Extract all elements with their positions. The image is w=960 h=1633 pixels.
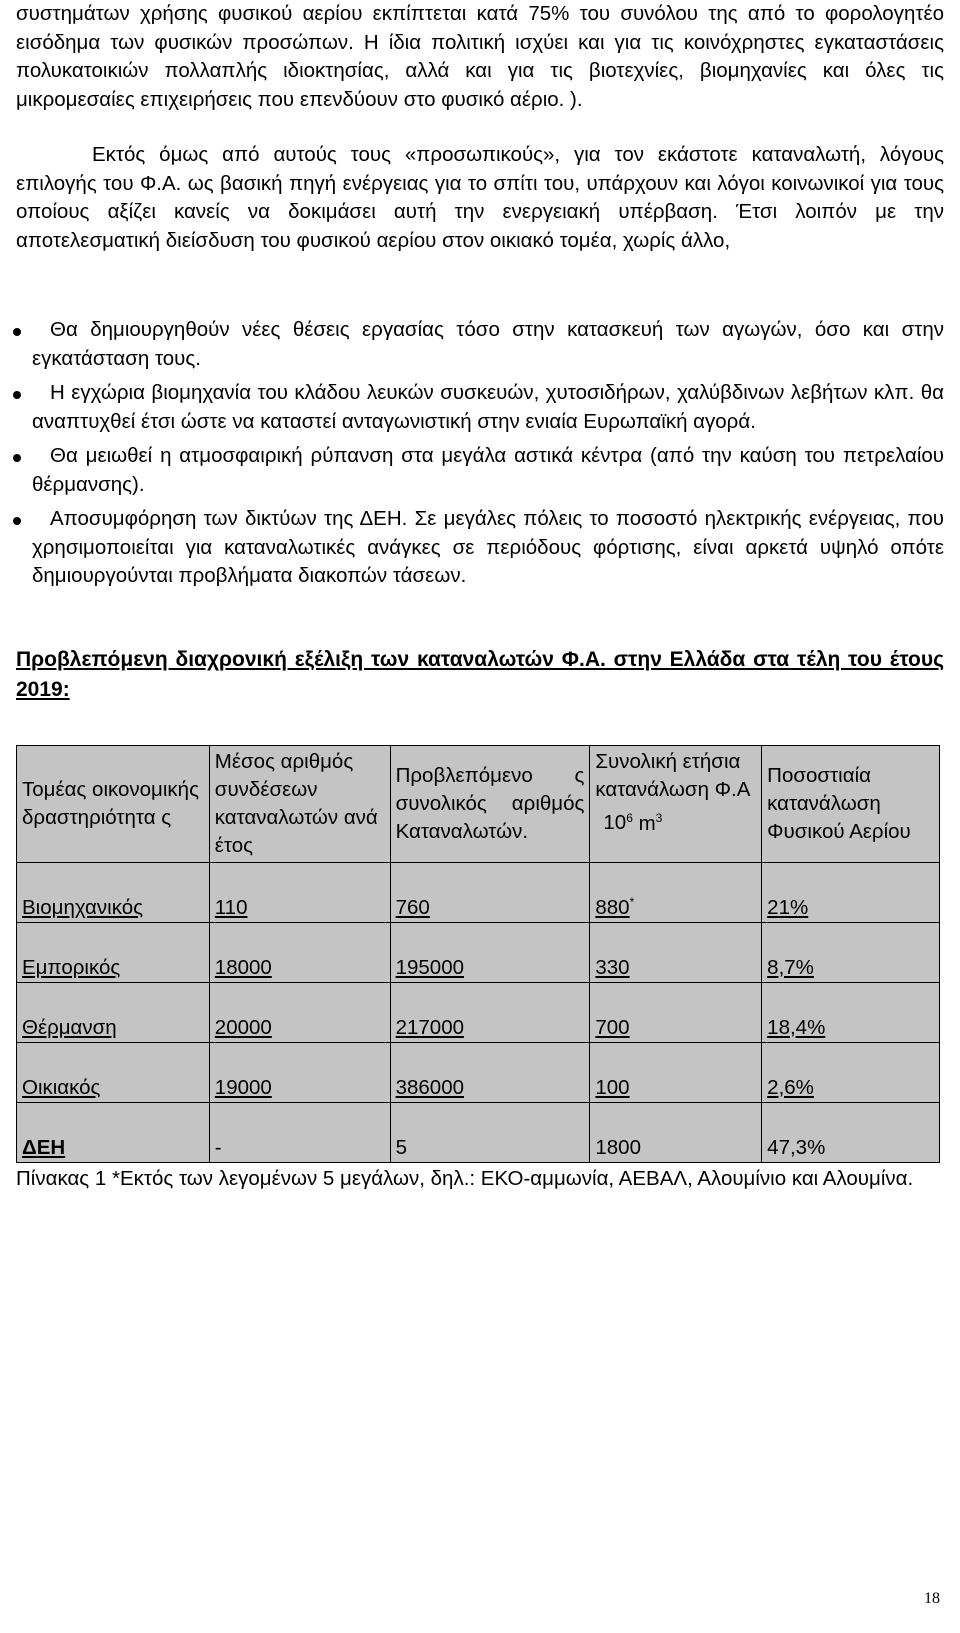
cell-sector: Οικιακός (17, 1042, 210, 1102)
table-row (17, 1102, 940, 1162)
consumers-table (16, 745, 940, 1163)
header-percent: Ποσοστιαία κατανάλωση Φυσικού Αερίου (762, 745, 940, 862)
list-item (16, 379, 944, 436)
cell-sector: Βιομηχανικός (17, 862, 210, 922)
cell-connections: - (209, 1102, 390, 1162)
cell-connections: 110 (209, 862, 390, 922)
cell-total: 5 (390, 1102, 590, 1162)
list-item-text: Η εγχώρια βιομηχανία του κλάδου λευκών συσκευών, χυτοσιδήρων, χαλύβδινων λεβήτων κλπ. θα αναπτυχθεί έτσι ώστε να καταστεί ανταγωνιστική στην ενιαία Ευρωπαϊκή αγορά. (32, 381, 944, 433)
cell-consumption: 1800 (590, 1102, 762, 1162)
header-sector: Τομέας οικονομικής δραστηριότητα ς (17, 745, 210, 862)
table-row (17, 922, 940, 982)
cell-percent: 8,7% (762, 922, 940, 982)
cell-consumption: 700 (590, 982, 762, 1042)
table-row (17, 982, 940, 1042)
list-item-text: Θα δημιουργηθούν νέες θέσεις εργασίας τόσο στην κατασκευή των αγωγών, όσο και στην εγκατάσταση τους. (32, 318, 944, 370)
cell-total: 760 (390, 862, 590, 922)
list-item-text: Αποσυμφόρηση των δικτύων της ΔΕΗ. Σε μεγάλες πόλεις το ποσοστό ηλεκτρικής ενέργειας, που χρησιμοποιείται για καταναλωτικές ανάγκες σε περιόδους φόρτισης, είναι αρκετά υψηλό οπότε δημιουργούνται προβλήματα διακοπών τάσεων. (32, 507, 944, 587)
table-row (17, 862, 940, 922)
table-row (17, 1042, 940, 1102)
cell-total: 217000 (390, 982, 590, 1042)
cell-percent: 47,3% (762, 1102, 940, 1162)
cell-connections: 19000 (209, 1042, 390, 1102)
header-annual-consumption: Συνολική ετήσια κατανάλωση Φ.Α $10^6$ $m^3$ (590, 745, 762, 862)
header-connections: Μέσος αριθμός συνδέσεων καταναλωτών ανά έτος (209, 745, 390, 862)
list-item-text: Θα μειωθεί η ατμοσφαιρική ρύπανση στα μεγάλα αστικά κέντρα (από την καύση του πετρελαίου θέρμανσης). (32, 444, 944, 496)
section-heading: Προβλεπόμενη διαχρονική εξέλιξη των καταναλωτών Φ.Α. στην Ελλάδα στα τέλη του έτους 2019: (16, 647, 944, 701)
cell-connections: 20000 (209, 982, 390, 1042)
header-total-consumers: Προβλεπόμενο ς συνολικός αριθμός Καταναλωτών. (390, 745, 590, 862)
bullet-icon (13, 328, 21, 336)
cell-consumption: 100 (590, 1042, 762, 1102)
cell-connections: 18000 (209, 922, 390, 982)
page-number: 18 (924, 1590, 940, 1607)
bullet-icon (13, 391, 21, 399)
list-item (16, 505, 944, 591)
paragraph-tax-deduction: συστημάτων χρήσης φυσικού αερίου εκπίπτεται κατά 75% του συνόλου της από το φορολογητέο εισόδημα των φυσικών προσώπων. Η ίδια πολιτική ισχύει και για τις κοινόχρηστες εγκαταστάσεις πολυκατοικιών πολλαπλής ιδιοκτησίας, αλλά και για τις βιοτεχνίες, βιομηχανίες και όλες τις μικρομεσαίες επιχειρήσεις που επενδύουν στο φυσικό αέριο. ). (16, 2, 944, 111)
list-item (16, 442, 944, 499)
cell-percent: 2,6% (762, 1042, 940, 1102)
table-header-row (17, 745, 940, 862)
table-caption: Πίνακας 1 *Εκτός των λεγομένων 5 μεγάλων, δηλ.: ΕΚΟ-αμμωνία, ΑΕΒΑΛ, Αλουμίνιο και Αλουμίνα. (16, 1166, 914, 1190)
document-page (16, 0, 944, 1193)
list-item (16, 316, 944, 373)
bullet-icon (13, 454, 21, 462)
paragraph-social-reasons: Εκτός όμως από αυτούς τους «προσωπικούς», για τον εκάστοτε καταναλωτή, λόγους επιλογής του Φ.Α. ως βασική πηγή ενέργειας για το σπίτι του, υπάρχουν και λόγοι κοινωνικοί για τους οποίους αξίζει κανείς να δοκιμάσει αυτή την ενεργειακή υπέρβαση. Έτσι λοιπόν με την αποτελεσματική διείσδυση του φυσικού αερίου στον οικιακό τομέα, χωρίς άλλο, (16, 143, 944, 252)
cell-percent: 21% (762, 862, 940, 922)
cell-sector: Εμπορικός (17, 922, 210, 982)
benefits-list (16, 316, 944, 591)
cell-total: 195000 (390, 922, 590, 982)
cell-consumption: 330 (590, 922, 762, 982)
cell-sector: Θέρμανση (17, 982, 210, 1042)
bullet-icon (13, 517, 21, 525)
cell-percent: 18,4% (762, 982, 940, 1042)
cell-sector: ΔΕΗ (17, 1102, 210, 1162)
cell-total: 386000 (390, 1042, 590, 1102)
cell-consumption: 880* (590, 862, 762, 922)
